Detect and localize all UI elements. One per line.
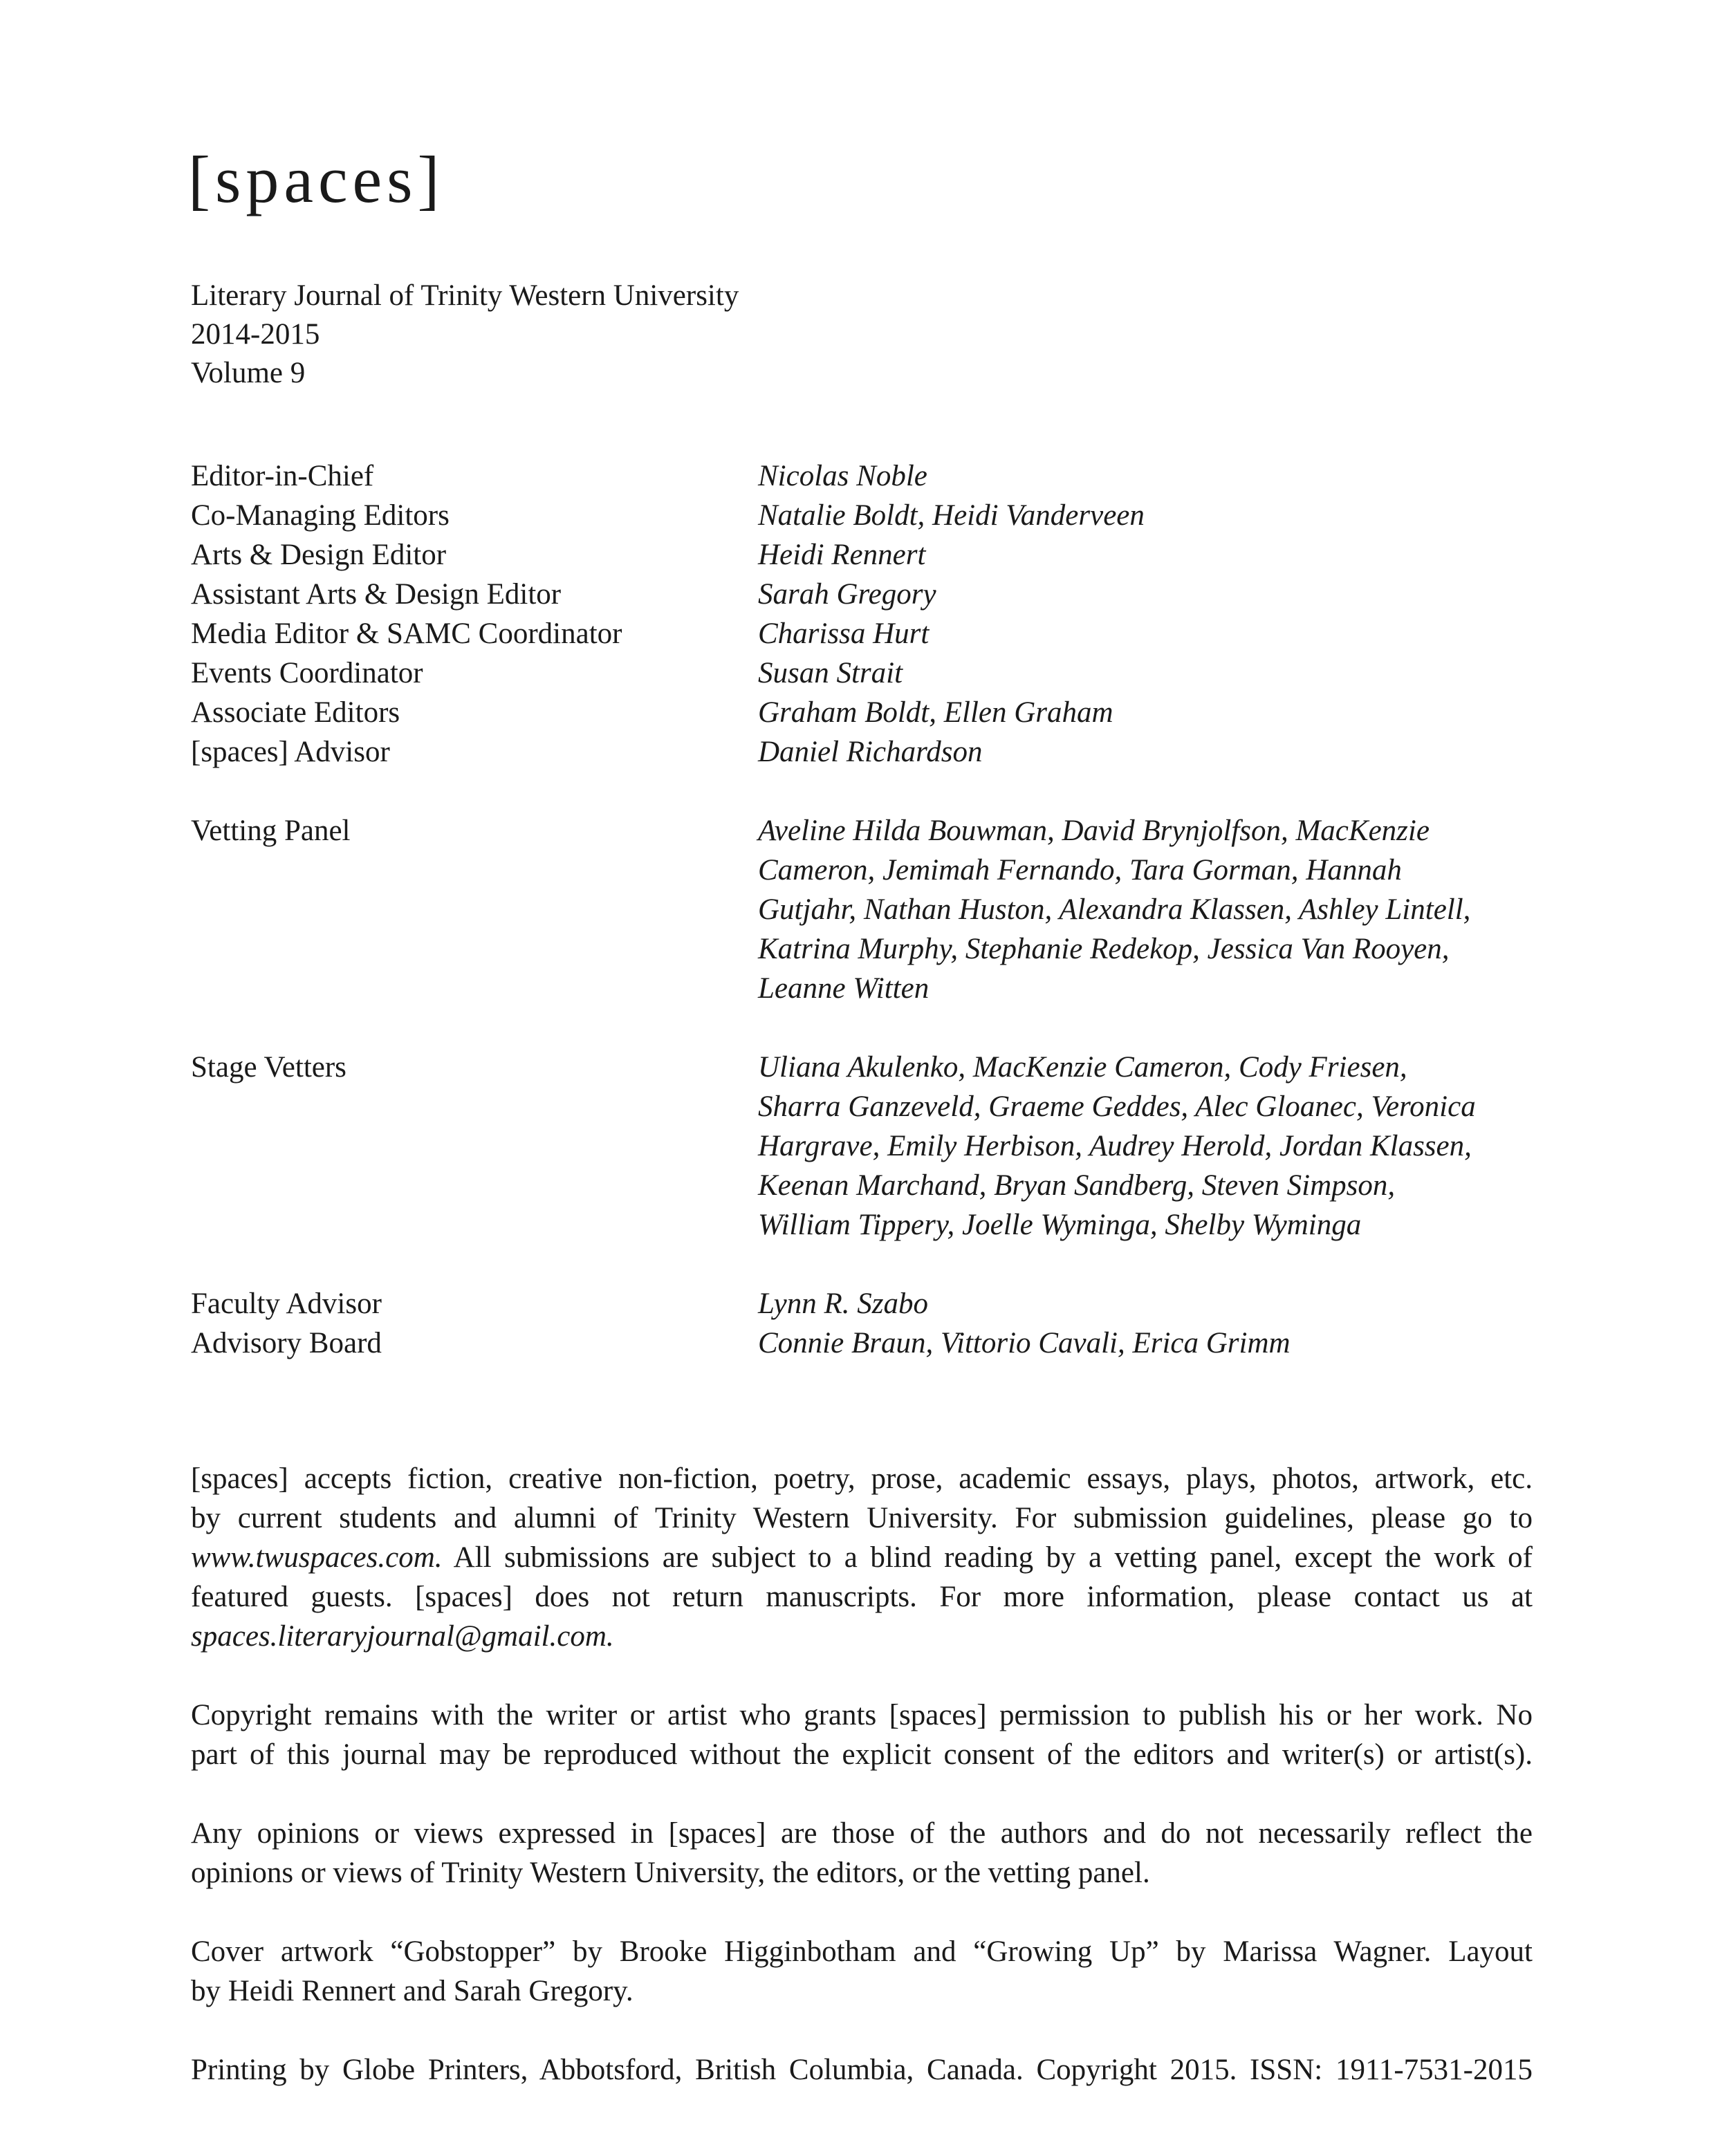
names-line: Aveline Hilda Bouwman, David Brynjolfson, MacKenzie [758, 815, 1430, 847]
role-label: Assistant Arts & Design Editor [191, 578, 562, 611]
role-label: Co-Managing Editors [191, 499, 450, 532]
paragraph-line: part of this journal may be reproduced without the explicit consent of the editors and writer(s) or artist(s). [191, 1738, 1533, 1771]
names-line: Leanne Witten [758, 972, 930, 1005]
paragraph-line: Printing by Globe Printers, Abbotsford, British Columbia, Canada. Copyright 2015. ISSN: 1911-7531-2015 [191, 2054, 1533, 2086]
masthead-row [191, 535, 1546, 575]
subtitle-volume: Volume 9 [191, 357, 306, 389]
paragraph-line: by Heidi Rennert and Sarah Gregory. [191, 1975, 634, 2007]
role-names: Charissa Hurt [758, 617, 930, 650]
role-names: Sarah Gregory [758, 578, 936, 611]
vetting-panel-names [758, 811, 1546, 1008]
role-label: Associate Editors [191, 696, 400, 729]
paragraph-line [191, 1538, 1533, 1577]
printing-paragraph [191, 2050, 1533, 2090]
paragraph-line: Any opinions or views expressed in [spaces] are those of the authors and do not necessarily reflect the [191, 1817, 1533, 1850]
role-names: Connie Braun, Vittorio Cavali, Erica Grimm [758, 1327, 1291, 1359]
role-names: Daniel Richardson [758, 736, 983, 768]
paragraph-line: featured guests. [spaces] does not return manuscripts. For more information, please contact us at [191, 1581, 1533, 1613]
paragraph-text: All submissions are subject to a blind reading by a vetting panel, except the work of [442, 1541, 1533, 1574]
masthead-row [191, 693, 1546, 732]
names-line: Cameron, Jemimah Fernando, Tara Gorman, Hannah [758, 854, 1402, 886]
paragraph-line: by current students and alumni of Trinity Western University. For submission guidelines, please go to [191, 1502, 1533, 1534]
masthead-row [191, 456, 1546, 496]
role-names: Susan Strait [758, 657, 903, 689]
role-names: Graham Boldt, Ellen Graham [758, 696, 1113, 729]
role-label: Media Editor & SAMC Coordinator [191, 617, 622, 650]
faculty-advisor-row [191, 1284, 1546, 1323]
opinions-paragraph [191, 1814, 1533, 1893]
role-label: Arts & Design Editor [191, 539, 447, 571]
role-names: Heidi Rennert [758, 539, 926, 571]
journal-subtitle [191, 277, 739, 393]
role-label: Editor-in-Chief [191, 460, 374, 492]
names-line: William Tippery, Joelle Wyminga, Shelby Wyminga [758, 1209, 1362, 1241]
names-line: Sharra Ganzeveld, Graeme Geddes, Alec Gloanec, Veronica [758, 1090, 1476, 1123]
masthead-row [191, 575, 1546, 614]
stage-vetters-row [191, 1048, 1546, 1245]
journal-title: [spaces] [188, 142, 445, 216]
paragraph-line [191, 1617, 1533, 1656]
paragraph-line: [spaces] accepts fiction, creative non-fiction, poetry, prose, academic essays, plays, photos, artwork, etc. [191, 1462, 1533, 1495]
masthead-row [191, 496, 1546, 535]
names-line: Uliana Akulenko, MacKenzie Cameron, Cody Friesen, [758, 1051, 1407, 1084]
submissions-paragraph [191, 1459, 1533, 1656]
role-label: [spaces] Advisor [191, 736, 390, 768]
masthead-row [191, 732, 1546, 772]
subtitle-journal-name: Literary Journal of Trinity Western University [191, 279, 739, 312]
website-link[interactable]: www.twuspaces.com. [191, 1541, 443, 1574]
cover-paragraph [191, 1932, 1533, 2011]
names-line: Hargrave, Emily Herbison, Audrey Herold, Jordan Klassen, [758, 1130, 1472, 1162]
vetting-panel-row [191, 811, 1546, 1008]
names-line: Gutjahr, Nathan Huston, Alexandra Klassen, Ashley Lintell, [758, 893, 1471, 926]
paragraph-line: Cover artwork “Gobstopper” by Brooke Higginbotham and “Growing Up” by Marissa Wagner. Layout [191, 1935, 1533, 1968]
role-names: Lynn R. Szabo [758, 1288, 928, 1320]
masthead-row [191, 614, 1546, 653]
advisory-board-row [191, 1323, 1546, 1363]
names-line: Katrina Murphy, Stephanie Redekop, Jessica Van Rooyen, [758, 933, 1450, 965]
masthead [191, 456, 1546, 1363]
paragraph-line: Copyright remains with the writer or artist who grants [spaces] permission to publish his or her work. No [191, 1699, 1533, 1731]
subtitle-year: 2014-2015 [191, 318, 320, 351]
names-line: Keenan Marchand, Bryan Sandberg, Steven Simpson, [758, 1169, 1396, 1202]
role-label: Events Coordinator [191, 657, 423, 689]
fine-print [191, 1459, 1533, 2129]
role-label: Stage Vetters [191, 1051, 346, 1084]
email-link[interactable]: spaces.literaryjournal@gmail.com. [191, 1620, 614, 1653]
paragraph-line: opinions or views of Trinity Western University, the editors, or the vetting panel. [191, 1857, 1150, 1889]
masthead-row [191, 653, 1546, 693]
role-label: Vetting Panel [191, 815, 351, 847]
copyright-paragraph [191, 1695, 1533, 1774]
role-names: Nicolas Noble [758, 460, 927, 492]
stage-vetters-names [758, 1048, 1546, 1245]
role-label: Advisory Board [191, 1327, 382, 1359]
role-label: Faculty Advisor [191, 1288, 382, 1320]
role-names: Natalie Boldt, Heidi Vanderveen [758, 499, 1145, 532]
